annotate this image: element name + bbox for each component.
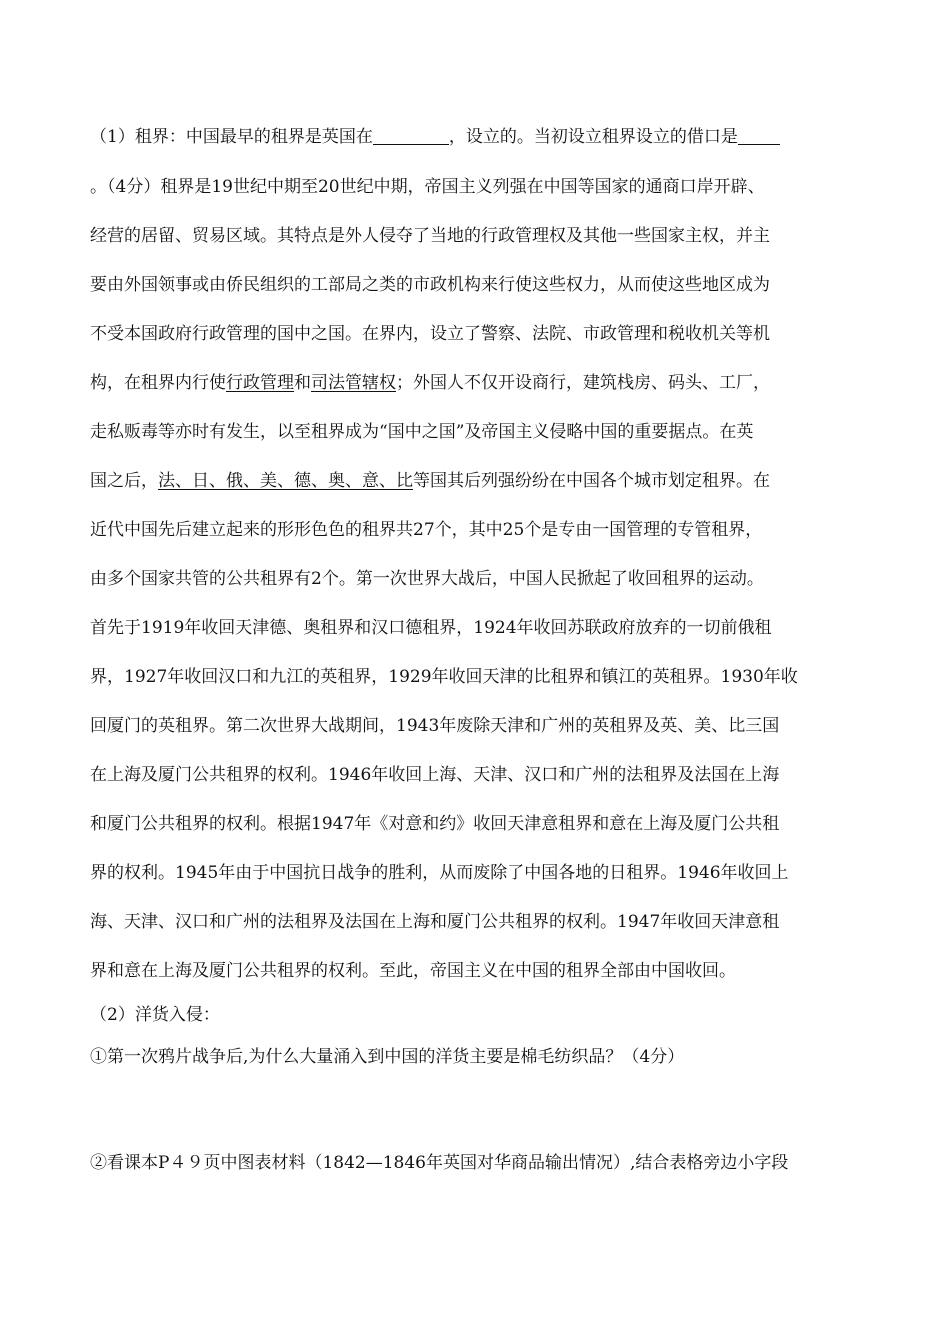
- answer-blank-1[interactable]: [373, 126, 449, 145]
- section-2-heading: （2）洋货入侵：: [90, 1005, 220, 1025]
- question-1-text-a: （1）租界：中国最早的租界是英国在: [90, 127, 373, 147]
- paragraph-line-16: 界的权利。1945年由于中国抗日战争的胜利，从而废除了中国各地的日租界。1946年收回上: [90, 863, 789, 883]
- paragraph-line-9: 近代中国先后建立起来的形形色色的租界共27个，其中25个是专由一国管理的专管租界，: [90, 520, 763, 540]
- line-8-text-b: 等国其后列强纷纷在中国各个城市划定租界。在: [413, 471, 770, 491]
- paragraph-line-7: 走私贩毒等亦时有发生，以至租界成为“国中之国”及帝国主义侵略中国的重要据点。在英: [90, 422, 754, 442]
- paragraph-line-6: [90, 371, 865, 395]
- line-6-text-c: ；外国人不仅开设商行，建筑栈房、码头、工厂，: [396, 373, 770, 393]
- paragraph-line-11: 首先于1919年收回天津德、奥租界和汉口德租界，1924年收回苏联政府放弃的一切前俄租: [90, 618, 772, 638]
- link-countries[interactable]: 法、日、俄、美、德、奥、意、比: [158, 471, 413, 491]
- paragraph-line-5: 不受本国政府行政管理的国中之国。在界内，设立了警察、法院、市政管理和税收机关等机: [90, 324, 770, 344]
- line-6-text-b: 和: [294, 373, 311, 393]
- paragraph-line-15: 和厦门公共租界的权利。根据1947年《对意和约》收回天津意租界和意在上海及厦门公共租: [90, 814, 780, 834]
- link-administrative-management[interactable]: 行政管理: [226, 373, 294, 393]
- question-2-1: ①第一次鸦片战争后,为什么大量涌入到中国的洋货主要是棉毛纺织品？（4分）: [90, 1047, 685, 1067]
- paragraph-line-17: 海、天津、汉口和广州的法租界及法国在上海和厦门公共租界的权利。1947年收回天津意租: [90, 912, 780, 932]
- paragraph-line-3: 经营的居留、贸易区域。其特点是外人侵夺了当地的行政管理权及其他一些国家主权，并主: [90, 226, 770, 246]
- paragraph-line-13: 回厦门的英租界。第二次世界大战期间，1943年废除天津和广州的英租界及英、美、比三国: [90, 716, 780, 736]
- answer-blank-2[interactable]: [738, 126, 780, 145]
- line-6-text-a: 构，在租界内行使: [90, 373, 226, 393]
- question-2-2: ②看课本P４９页中图表材料（1842—1846年英国对华商品输出情况）,结合表格旁边小字段: [90, 1153, 789, 1173]
- paragraph-line-14: 在上海及厦门公共租界的权利。1946年收回上海、天津、汉口和广州的法租界及法国在上海: [90, 765, 780, 785]
- paragraph-line-8: [90, 469, 865, 493]
- paragraph-line-18: 界和意在上海及厦门公共租界的权利。至此，帝国主义在中国的租界全部由中国收回。: [90, 961, 736, 981]
- link-judicial-jurisdiction[interactable]: 司法管辖权: [311, 373, 396, 393]
- paragraph-line-10: 由多个国家共管的公共租界有2个。第一次世界大战后，中国人民掀起了收回租界的运动。: [90, 569, 764, 589]
- paragraph-line-2: 。（4分）租界是19世纪中期至20世纪中期，帝国主义列强在中国等国家的通商口岸开辟、: [90, 177, 765, 197]
- paragraph-line-1: [90, 125, 865, 149]
- question-1-text-b: ，设立的。当初设立租界设立的借口是: [448, 127, 738, 147]
- paragraph-line-4: 要由外国领事或由侨民组织的工部局之类的市政机构来行使这些权力，从而使这些地区成为: [90, 275, 770, 295]
- line-8-text-a: 国之后，: [90, 471, 158, 491]
- paragraph-line-12: 界，1927年收回汉口和九江的英租界，1929年收回天津的比租界和镇江的英租界。1930年收: [90, 667, 798, 687]
